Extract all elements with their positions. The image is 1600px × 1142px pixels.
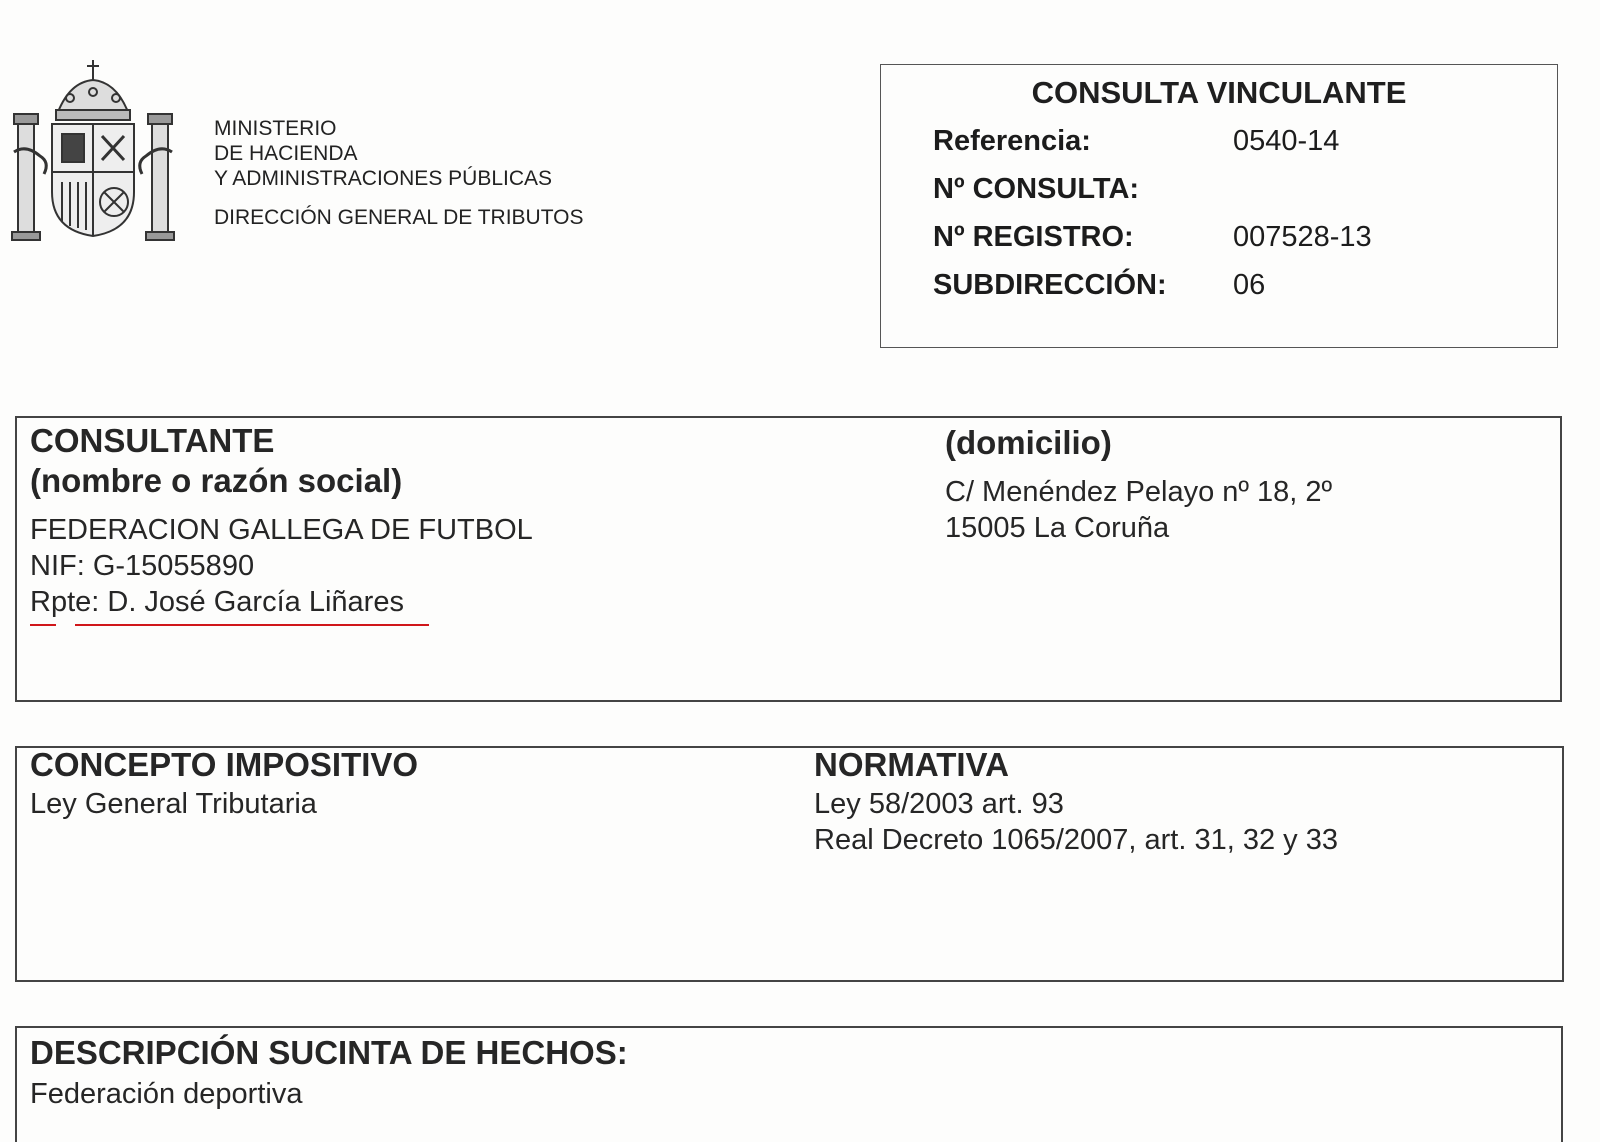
consultante-heading: CONSULTANTE [30,422,275,459]
ministry-line-3: Y ADMINISTRACIONES PÚBLICAS [214,167,553,190]
direction-general: DIRECCIÓN GENERAL DE TRIBUTOS [214,206,584,229]
spain-coat-of-arms-icon [10,52,176,244]
num-consulta-label: Nº CONSULTA: [933,173,1140,205]
subdireccion-row [933,269,1265,302]
concepto-value: Ley General Tributaria [30,788,317,820]
normativa-line-2: Real Decreto 1065/2007, art. 31, 32 y 33 [814,824,1338,856]
rpte-underline-short [30,624,56,626]
address-line-1: C/ Menéndez Pelayo nº 18, 2º [945,476,1333,508]
consultante-name: FEDERACION GALLEGA DE FUTBOL [30,514,533,546]
descripcion-heading: DESCRIPCIÓN SUCINTA DE HECHOS: [30,1034,628,1071]
num-registro-label: Nº REGISTRO: [933,221,1134,253]
rpte-underline-long [75,624,429,626]
consultante-subheading: (nombre o razón social) [30,462,403,499]
concepto-heading: CONCEPTO IMPOSITIVO [30,746,419,783]
num-registro-value: 007528-13 [1233,221,1372,253]
concepto-box [15,746,1564,982]
descripcion-value: Federación deportiva [30,1078,303,1110]
referencia-value: 0540-14 [1233,125,1340,157]
consultante-rpte: Rpte: D. José García Liñares [30,586,404,618]
referencia-label: Referencia: [933,125,1091,157]
num-consulta-row [933,173,1233,206]
consulta-title: CONSULTA VINCULANTE [1031,75,1407,110]
ministry-line-2: DE HACIENDA [214,142,358,165]
num-registro-row [933,221,1372,254]
subdireccion-label: SUBDIRECCIÓN: [933,269,1167,301]
subdireccion-value: 06 [1233,269,1266,301]
consulta-vinculante-box [880,64,1558,348]
ministry-line-1: MINISTERIO [214,117,337,140]
normativa-heading: NORMATIVA [814,746,1009,783]
consultante-box [15,416,1562,702]
address-line-2: 15005 La Coruña [945,512,1170,544]
consultante-nif: NIF: G-15055890 [30,550,255,582]
normativa-line-1: Ley 58/2003 art. 93 [814,788,1064,820]
domicilio-heading: (domicilio) [945,424,1112,461]
referencia-row [933,125,1339,158]
ministry-header [214,116,584,230]
descripcion-box [15,1026,1563,1142]
